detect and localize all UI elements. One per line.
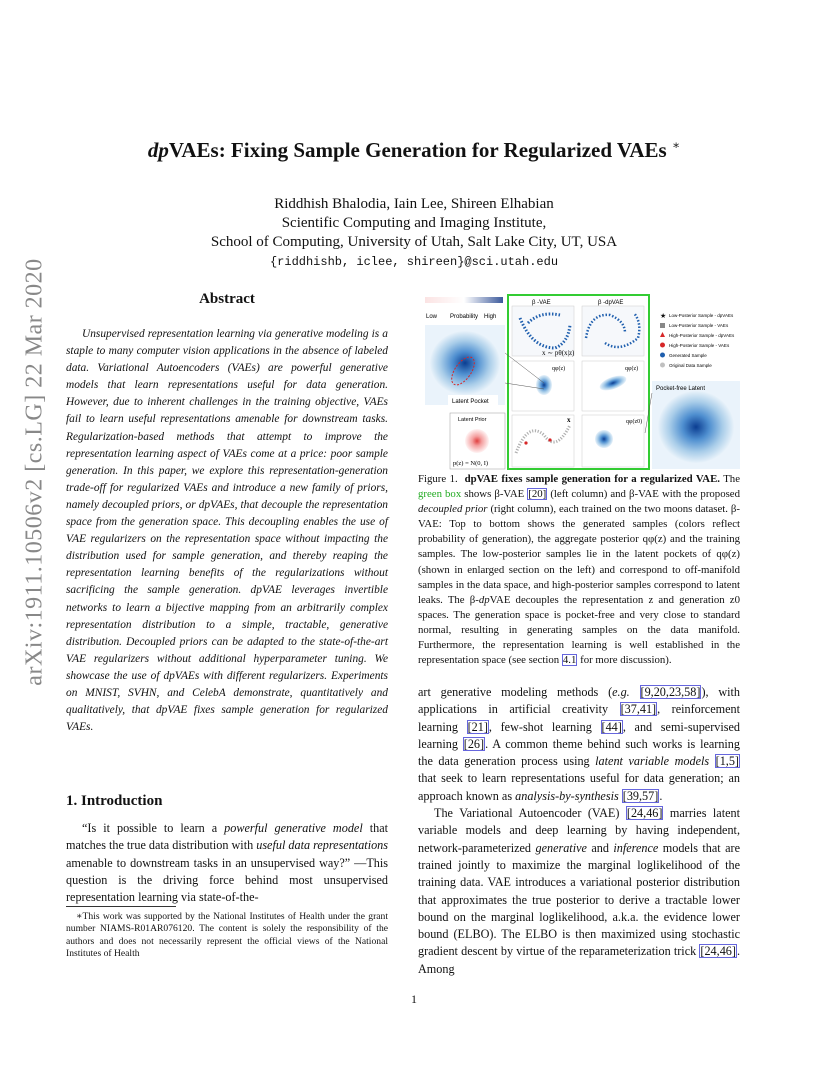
caption-text: The [719,473,740,485]
high-posterior-sample [524,441,527,444]
col-label-beta-dpvae: β -dpVAE [598,300,624,306]
author-emails: {riddhishb, iclee, shireen}@sci.utah.edu [269,255,559,269]
paragraph [418,684,740,805]
body-emph: e.g. [612,685,630,699]
q-label-1: qφ(z) [552,366,566,372]
caption-emph: dp [478,593,490,606]
col-label-beta-vae: β -VAE [532,300,551,306]
author-names: Riddhish Bhalodia, Iain Lee, Shireen Elhabian [274,196,554,212]
body-text: . [659,788,663,803]
caption-emph: decoupled prior [418,503,488,516]
abstract-heading: Abstract [199,291,255,307]
caption-text: for more discussion). [577,654,672,667]
citation-link[interactable]: [24,46] [700,944,736,959]
pocket-free-label: Pocket-free Latent [656,386,706,392]
body-text: . Among [418,944,740,976]
body-text: and [586,840,614,855]
section-link[interactable]: 4.1 [562,654,577,667]
intro-heading: 1. Introduction [66,793,163,809]
legend-circle-red-icon [660,343,665,348]
intro-emph-2: useful data representations [256,838,389,853]
figure-1-graphic [420,293,742,471]
prior-formula: p(z) = N(0, I) [453,460,489,467]
gen-samples-dpvae [582,306,644,356]
paragraph [418,805,740,978]
citation-link[interactable]: [24,46] [626,806,663,821]
body-emph: inference [613,840,659,855]
arxiv-stamp [21,258,48,686]
body-text: models that are trained jointly to maximize the marginal loglikelihood of the training data. VAE introduces a variational posterior distribution that approximates the true posterior to derive a tractable lower bound on the marginal loglikelihood, a.k.a. the evidence lower bound (ELBO). The ELBO is then maximized using stochastic gradient descent by virtue of the reparameterization trick [418,840,740,959]
citation-link[interactable]: [20] [528,488,547,501]
figure-1 [420,293,742,471]
footnote-rule [66,906,176,907]
paper-title [0,138,828,163]
author-affiliation-2: School of Computing, University of Utah, Salt Lake City, UT, USA [210,234,618,250]
caption-bold: dpVAE fixes sample generation for a regularized VAE. [464,473,720,485]
body-text: ), with applications in artificial creativity [418,685,740,717]
legend-item: High-Posterior Sample - VAEs [669,343,730,348]
z0-blob [595,430,613,448]
title-prefix: dp [147,138,169,162]
data-samples-vae [512,415,574,467]
footnote: ∗This work was supported by the National Institutes of Health under the grant number NIAMS-R01AR076120. The content is solely the responsibility of the authors and does not necessarily represent the official views of the National Institutes of Health [66,911,388,960]
body-emph: generative [535,840,587,855]
citation-link[interactable]: [39,57] [622,788,659,803]
colorbar-low: Low [426,314,438,320]
abstract-text: Unsupervised representation learning via generative modeling is a staple to many computer vision applications in the absence of labeled data. Variational Autoencoders (VAEs) are powerful generative models that learn representations useful for data generation. However, due to inherent challenges in the training objective, VAEs fail to learn useful representations amenable for downstream tasks. Regularization-based methods that attempt to improve the representation learning aspect of VAEs come at a price: poor sample generation. In this paper, we explore this representation-generation trade-off for regularized VAEs and introduce a new family of priors, namely decoupled priors, or dpVAEs, that decouple the representation space from the generation space. This decoupling enables the use of VAE regularizers on the representation space without impacting the distribution used for sample generation, and thereby reaping the representation learning benefits of the regularizations without sacrificing the sample generation. dpVAE leverages invertible networks to learn a bijective mapping from an arbitrarily complex representation distribution to a simple, tractable, generative distribution. Decoupled priors can be adapted to the state-of-the-art VAE regularizers without additional hyperparameter tuning. We showcase the use of dpVAEs with different regularizers. Experiments on MNIST, SVHN, and CelebA demonstrate, quantitatively and qualitatively, that dpVAE fixes sample generation for regularized VAEs. [66,328,388,734]
citation-link[interactable]: [21] [467,719,488,734]
arxiv-stamp-text: arXiv:1911.10506v2 [cs.LG] 22 Mar 2020 [21,258,48,686]
legend-circle-grey-icon [660,363,665,368]
caption-green-box: green box [418,488,462,501]
title-footnote-mark: ∗ [671,138,681,152]
body-text: that seek to learn representations useful for data generation; an approach known as [418,771,740,803]
colorbar-high: High [484,314,497,320]
citation-link[interactable]: [44] [601,719,622,734]
legend-circle-blue-icon [660,353,665,358]
citation-link[interactable]: [37,41] [620,702,657,717]
legend-star-icon: ★ [660,313,667,320]
aggregate-posterior-blob [430,331,500,395]
intro-paragraph [66,820,388,906]
caption-text: (right column), each trained on the two moons dataset. β-VAE: Top to bottom shows the generated samples (colors reflect probability of generation), the aggregate posterior qφ(z) and the training samples. The low-posterior samples lie in the latent pockets of qφ(z) (shown in enlarged section on the left) and correspond to off-manifold samples in the data space, and high-posterior samples correspond to latent leaks. The β- [418,503,740,606]
citation-link[interactable]: [26] [463,736,485,751]
caption-label: Figure 1. [418,473,458,485]
page-number: 1 [411,992,417,1006]
q-label-3: qφ(z0) [626,419,643,425]
author-affiliation-1: Scientific Computing and Imaging Institute, [281,215,547,231]
colorbar [425,297,503,303]
author-block [0,195,828,252]
legend-triangle-icon [660,332,665,337]
figure-1-caption [418,472,740,668]
latent-pocket-label: Latent Pocket [452,399,489,405]
citation-link[interactable]: [9,20,23,58] [640,685,701,699]
legend-cross-icon [660,323,665,328]
body-text: art generative modeling methods ( [418,685,613,699]
body-text: , reinforcement learning [418,702,740,734]
intro-text-2: that matches the true data distribution with [66,821,388,853]
decoder-arrow-label: x ∼ pθ(x|z) [542,349,575,357]
legend-item: Generated Sample [669,353,707,358]
body-emph: latent variable models [595,754,710,769]
title-main: VAEs: Fixing Sample Generation for Regularized VAEs [168,138,667,162]
posterior-vae-blob [536,375,552,395]
legend-item: Original Data Sample [669,363,712,368]
figure-legend [660,312,735,368]
body-text: , few-shot learning [488,719,601,734]
body-text: The Variational Autoencoder (VAE) [434,806,626,821]
legend-item: Low-Posterior Sample - dpVAEs [669,313,734,318]
intro-emph-1: powerful generative model [224,821,363,835]
body-text [630,685,640,699]
x-label: x [567,416,571,424]
q-label-2: qφ(z) [625,366,639,372]
colorbar-mid: Probability [450,314,479,320]
right-column-text [418,684,740,978]
caption-text: shows β-VAE [461,488,528,501]
latent-prior-label: Latent Prior [458,417,487,423]
intro-text-1: “Is it possible to learn a [82,821,225,835]
body-text: , and semi-supervised learning [418,719,740,751]
body-text: . A common theme behind such works is learning the data generation process using [418,736,740,769]
latent-prior-blob [465,429,489,453]
body-emph: analysis-by-synthesis [515,788,619,803]
high-posterior-sample [548,438,551,441]
legend-item: High-Posterior Sample - dpVAEs [669,333,735,338]
body-text: marries latent variable models and deep learning by having independent, network-parameterized [418,806,740,855]
caption-text: VAE decouples the representation z and generation z0 spaces. The generation space is pocket-free and very close to standard normal, resulting in generating samples on the data manifold. Furthermore, the representation learning is well established in the representation space (see section [418,593,740,667]
caption-text: (left column) and β-VAE with the proposed [547,488,741,501]
body-text [709,754,715,768]
intro-text-3: amenable to downstream tasks in an unsupervised way?” —This question is the driving force behind most unsupervised representation learning via state-of-the- [66,855,388,905]
pocket-free-blob [658,391,734,463]
legend-item: Low-Posterior Sample - VAEs [669,323,729,328]
citation-link[interactable]: [1,5] [715,754,739,769]
